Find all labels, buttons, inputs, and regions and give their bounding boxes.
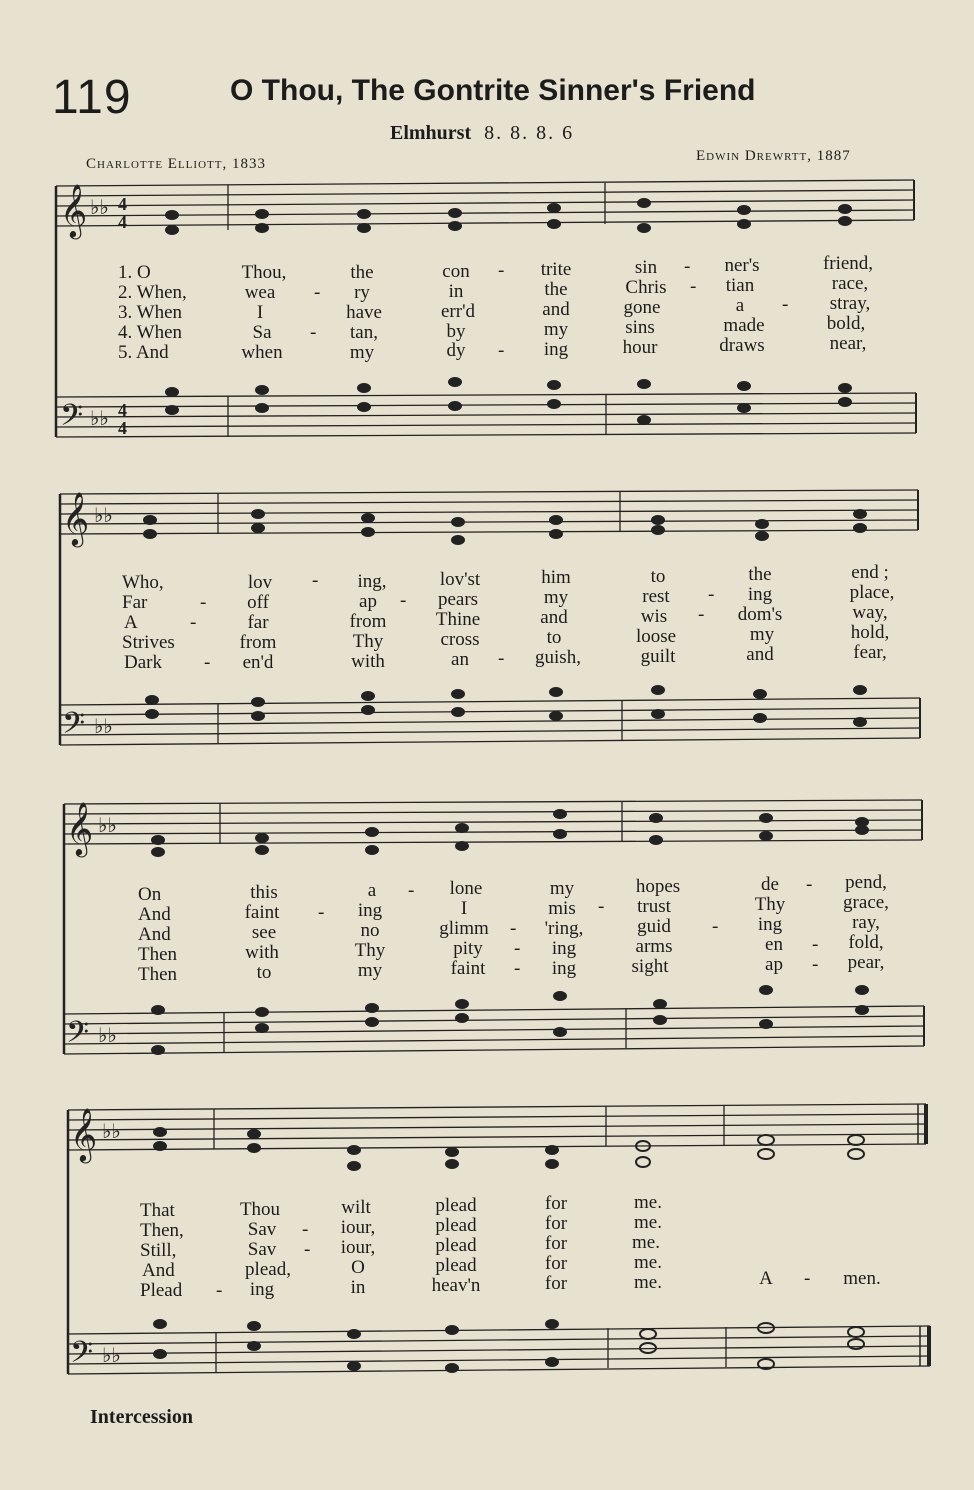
lyric: 2. When, [118,282,187,303]
lyric: the [350,262,374,283]
lyric: mis [548,898,576,919]
lyric: a [367,880,377,901]
lyric: in [448,281,464,302]
svg-text:𝄢: 𝄢 [66,1016,90,1056]
lyric: Then [138,944,178,965]
lyric: arms [635,936,673,957]
lyric: Plead [140,1280,183,1301]
lyric: Dark [124,652,162,673]
hyphen: - [314,282,321,303]
lyric: draws [719,335,765,356]
lyric: Then [138,964,178,985]
lyric: fear, [853,642,887,663]
lyric: hopes [635,876,681,897]
lyric: Thy [352,631,384,652]
hyphen: - [204,652,211,673]
lyric: near, [829,333,867,354]
hyphen: - [498,648,505,669]
lyric: de [761,874,779,895]
lyric: loose [635,626,677,647]
lyric: pears [437,589,479,610]
lyric: place, [849,582,895,603]
svg-text:♭♭: ♭♭ [98,1025,117,1047]
lyric: friend, [822,253,874,274]
lyric: ing [551,938,577,959]
lyric: sight [631,956,669,977]
lyric: bold, [826,313,866,334]
hymn-number: 119 [52,71,132,124]
lyric: guilt [640,646,676,667]
lyric: stray, [829,293,871,314]
lyric: the [748,564,772,585]
lyric: made [723,315,765,336]
svg-text:𝄢: 𝄢 [62,707,86,747]
hyphen: - [684,256,691,277]
lyric: my [543,587,569,608]
lyric: me. [634,1272,662,1293]
lyric: when [241,342,283,363]
lyric: me. [634,1252,662,1273]
amen-syllable: men. [843,1268,881,1289]
lyric: ap [359,591,377,612]
lyric: Thy [354,940,386,961]
lyric: an [451,649,469,670]
lyric: O [351,1257,365,1278]
lyric: Far [122,592,148,613]
lyric: have [346,302,382,323]
lyric: end ; [851,562,889,583]
lyric: ap [765,954,783,975]
tune-meter: 8. 8. 8. 6 [484,122,575,144]
lyric: for [544,1213,568,1234]
lyric: ing, [357,571,387,592]
svg-text:4: 4 [118,400,127,420]
hyphen: - [190,612,197,633]
lyric: faint [450,958,486,979]
lyric: Thy [754,894,786,915]
lyric: con [442,261,470,282]
lyric: Strives [122,632,175,653]
lyric: my [749,624,775,645]
lyric: ner's [724,255,760,276]
lyric: sin [634,257,658,278]
lyric: ing [357,900,383,921]
lyric: for [544,1233,568,1254]
svg-text:𝄢: 𝄢 [60,399,84,439]
lyric: this [250,882,278,903]
lyric: That [140,1200,175,1221]
lyric: ing [757,914,783,935]
lyric: And [142,1260,175,1281]
hyphen: - [514,938,521,959]
svg-text:♭♭: ♭♭ [90,408,109,430]
hyphen: - [498,260,505,281]
hyphen: - [812,954,819,975]
lyric: me. [632,1232,660,1253]
lyric: ry [354,282,370,303]
lyric: Thou, [241,262,287,283]
lyric: iour, [340,1217,376,1238]
lyric: trite [540,259,572,280]
lyric: plead [435,1215,477,1236]
lyric: me. [634,1192,662,1213]
lyric: 5. And [118,342,169,363]
lyric: Sav [247,1219,277,1240]
hyphen: - [598,896,605,917]
lyric: lov'st [439,569,481,590]
lyric: plead [435,1255,477,1276]
lyric: from [239,632,277,653]
lyric: to [650,566,666,587]
lyric: and [542,299,570,320]
lyric: and [746,644,774,665]
lyric: lov [247,572,273,593]
lyric: 4. When [118,322,183,343]
lyric: iour, [340,1237,376,1258]
hymn-title: O Thou, The Gontrite Sinner's Friend [230,74,756,107]
lyric: a [735,295,745,316]
hyphen: - [514,958,521,979]
svg-text:𝄞: 𝄞 [70,1109,98,1160]
hyphen: - [318,902,325,923]
lyric: pear, [847,952,885,973]
svg-text:𝄞: 𝄞 [60,185,88,236]
lyric: err'd [440,301,476,322]
lyric: 'ring, [544,918,584,939]
lyric: my [357,960,383,981]
lyric: en'd [242,652,274,673]
amen-syllable: A [759,1268,773,1289]
lyric: and [540,607,568,628]
lyric: And [138,904,171,925]
lyric: trust [637,896,671,917]
lyric: with [351,651,385,672]
svg-text:𝄞: 𝄞 [66,803,94,854]
lyric: wilt [341,1197,371,1218]
svg-text:4: 4 [118,212,127,232]
lyric: my [543,319,569,340]
lyric: A [124,612,138,633]
lyric: him [541,567,571,588]
lyric: ing [747,584,773,605]
lyric: rest [642,586,670,607]
lyric: off [247,592,269,613]
lyric: I [460,898,468,919]
lyric: glimm [439,918,489,939]
hyphen: - [804,1268,811,1289]
lyric: guid [637,916,671,937]
lyric: 1. O [118,262,151,283]
lyric: tian [725,275,755,296]
lyric: Thine [435,609,481,630]
lyric: lone [449,878,483,899]
lyric: way, [852,602,888,623]
lyric: far [247,612,269,633]
lyric: Thou [239,1199,281,1220]
hyphen: - [408,880,415,901]
lyric: pity [453,938,483,959]
hyphen: - [698,604,705,625]
lyric: plead [435,1235,477,1256]
lyric: pend, [845,872,887,893]
hyphen: - [200,592,207,613]
lyric: the [544,279,568,300]
lyric: 3. When [118,302,183,323]
lyric: with [245,942,279,963]
hyphen: - [782,294,789,315]
svg-text:♭♭: ♭♭ [94,716,113,738]
lyric: to [546,627,562,648]
lyric: my [549,878,575,899]
svg-text:4: 4 [118,194,127,214]
lyric: in [350,1277,366,1298]
svg-text:♭♭: ♭♭ [98,815,117,837]
svg-text:♭♭: ♭♭ [102,1121,121,1143]
lyric: guish, [535,647,581,668]
lyric: to [256,962,272,983]
lyric: Still, [140,1240,177,1261]
lyric: Who, [122,572,164,593]
lyric: plead, [245,1259,291,1280]
svg-text:𝄞: 𝄞 [62,493,90,544]
hyphen: - [806,874,813,895]
hyphen: - [312,570,319,591]
lyric: race, [831,273,869,294]
hyphen: - [310,322,317,343]
lyric: from [349,611,387,632]
lyric: On [138,884,162,905]
lyric: cross [440,629,480,650]
lyric: Then, [140,1220,184,1241]
lyric: tan, [350,322,378,343]
hyphen: - [302,1219,309,1240]
lyric: ing [551,958,577,979]
lyric: I [256,302,264,323]
lyric: heav'n [431,1275,481,1296]
lyric: wis [640,606,668,627]
hyphen: - [216,1280,223,1301]
lyric: dy [446,340,466,361]
lyric: hold, [850,622,890,643]
lyric: Sav [247,1239,277,1260]
svg-text:4: 4 [118,418,127,438]
lyric: fold, [848,932,884,953]
lyric: for [544,1253,568,1274]
hyphen: - [708,584,715,605]
svg-text:♭♭: ♭♭ [90,197,109,219]
lyric: for [544,1193,568,1214]
lyric: gone [623,297,661,318]
lyric: plead [435,1195,477,1216]
lyric: sins [625,317,655,338]
lyric: dom's [737,604,783,625]
lyric: wea [244,282,276,303]
lyric: no [360,920,380,941]
hyphen: - [498,340,505,361]
hyphen: - [400,590,407,611]
lyric: ing [249,1279,275,1300]
music-composer: Edwin Drewrtt, 1887 [696,148,851,164]
lyric: by [446,321,466,342]
svg-text:𝄢: 𝄢 [70,1336,94,1376]
svg-text:♭♭: ♭♭ [102,1345,121,1367]
lyric: Chris [625,277,667,298]
hyphen: - [712,916,719,937]
lyric: faint [244,902,280,923]
lyric: And [138,924,171,945]
hyphen: - [510,918,517,939]
lyric: my [349,342,375,363]
hyphen: - [304,1239,311,1260]
hymn-topic: Intercession [90,1406,193,1428]
tune-name: Elmhurst [390,122,472,144]
lyric: ray, [852,912,880,933]
hyphen: - [812,934,819,955]
svg-text:♭♭: ♭♭ [94,505,113,527]
text-author: Charlotte Elliott, 1833 [86,156,266,172]
lyric: me. [634,1212,662,1233]
lyric: for [544,1273,568,1294]
hyphen: - [690,276,697,297]
lyric: en [765,934,783,955]
lyric: see [251,922,277,943]
lyric: grace, [843,892,889,913]
lyric: ing [543,339,569,360]
lyric: Sa [252,322,272,343]
lyric: hour [622,337,658,358]
